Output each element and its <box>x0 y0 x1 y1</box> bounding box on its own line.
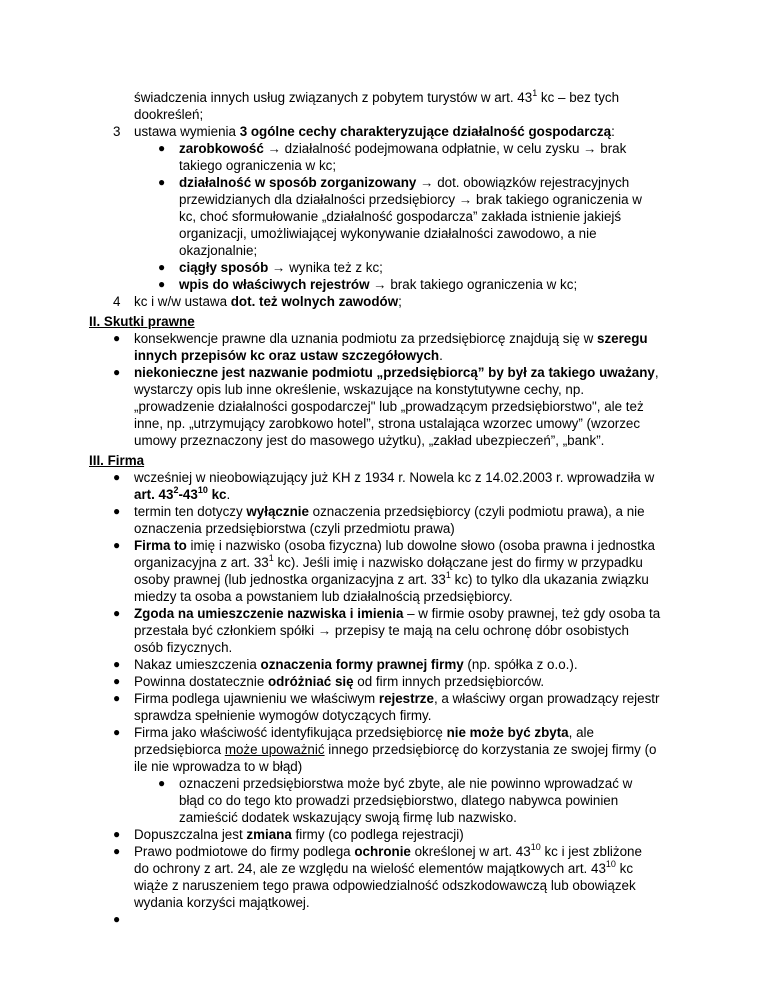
sub-bullet-cont <box>0 242 760 259</box>
bold-text: 3 ogólne cechy charakteryzujące działalność gospodarczą <box>239 124 612 139</box>
sub-bullet-cont <box>0 157 760 174</box>
sub-bullet-cont <box>0 191 760 208</box>
text: firmy (co podlega rejestracji) <box>291 827 464 842</box>
bold-text: ochronie <box>354 844 411 859</box>
text: konsekwencje prawne dla uznania podmiotu za przedsiębiorcę znajdują się w <box>134 331 597 346</box>
bullet-icon: ● <box>113 504 121 518</box>
bullet-cont <box>0 741 760 758</box>
section-heading-skutki-prawne <box>0 313 760 330</box>
text: dookreśleń; <box>134 107 204 122</box>
bold-text: szeregu <box>597 331 648 346</box>
bullet <box>0 656 760 673</box>
bullet <box>0 503 760 520</box>
bullet-cont <box>0 877 760 894</box>
bullet-icon: ● <box>158 175 166 189</box>
sub-bullet <box>0 276 760 293</box>
text: wiąże z naruszeniem tego prawa odpowiedzialność odszkodowawczą lub obowiązek <box>134 878 636 893</box>
text: , a właściwy organ prowadzący rejestr <box>433 691 660 706</box>
bullet <box>0 537 760 554</box>
bold-text: Zgoda na umieszczenie nazwiska i imienia <box>134 606 404 621</box>
bold-text: wpis do właściwych rejestrów <box>179 277 370 292</box>
text: osób fizycznych. <box>134 640 233 655</box>
bold-text: -43 <box>178 487 198 502</box>
sub-bullet-cont <box>0 792 760 809</box>
text: . <box>439 348 443 363</box>
bullet-icon: ● <box>113 606 121 620</box>
numbered-item-4 <box>0 293 760 310</box>
bullet-cont <box>0 520 760 537</box>
bullet <box>0 690 760 707</box>
text: przestała być członkiem spółki → przepisy te mają na celu ochronę dóbr osobistych <box>134 623 629 638</box>
text: inne, np. „utrzymujący zarobkowo hotel”, strona ustalająca wzorzec umowy” (wzorzec <box>134 416 641 431</box>
text: wydania korzyści majątkowej. <box>134 895 310 910</box>
bold-text: ciągły sposób <box>179 260 269 275</box>
superscript: 10 <box>530 841 541 852</box>
text: przedsiębiorca <box>134 742 225 757</box>
bold-text: kc <box>207 487 227 502</box>
text: Powinna dostatecznie <box>134 674 268 689</box>
bullet-cont <box>0 894 760 911</box>
text: Nakaz umieszczenia <box>134 657 261 672</box>
bold-text: oznaczenia formy prawnej firmy <box>260 657 464 672</box>
superscript: 1 <box>532 87 538 98</box>
bullet <box>0 826 760 843</box>
section-heading-firma <box>0 452 760 469</box>
superscript: 1 <box>445 569 451 580</box>
bold-text: niekonieczne jest nazwanie podmiotu „przedsiębiorcą” by był za takiego uważany <box>134 365 655 380</box>
text: okazjonalnie; <box>179 243 258 258</box>
sub-bullet-cont <box>0 225 760 242</box>
text: organizacji, umożliwiającej wykonywanie działalności zawodowo, a nie <box>179 226 597 241</box>
text: miedzy ta osoba a powstaniem lub działalnością przedsiębiorcy. <box>134 589 513 604</box>
text: osoby prawnej (lub jednostka organizacyjna z art. 33 <box>134 572 446 587</box>
bold-text: działalność w sposób zorganizowany <box>179 175 417 190</box>
text: przewidzianych dla działalności przedsiębiorcy → brak takiego ograniczenia w <box>179 192 642 207</box>
superscript: 1 <box>268 552 274 563</box>
bullet-icon: ● <box>113 538 121 552</box>
empty-bullet <box>0 911 760 928</box>
text: kc). Jeśli imię i nazwisko dołączane jest do firmy w przypadku <box>273 555 643 570</box>
text: wcześniej w nieobowiązujący już KH z 1934 r. Nowela kc z 14.02.2003 r. wprowadziła w <box>134 470 655 485</box>
bullet <box>0 469 760 486</box>
bullet <box>0 330 760 347</box>
bullet-cont <box>0 415 760 432</box>
bold-text: wyłącznie <box>246 504 309 519</box>
text: od firm innych przedsiębiorców. <box>353 674 545 689</box>
sub-bullet <box>0 775 760 792</box>
text: „prowadzenie działalności gospodarczej" lub „prowadzącym przedsiębiorstwo", ale też <box>134 399 644 414</box>
heading-text: II. Skutki prawne <box>89 314 195 329</box>
bullet <box>0 364 760 381</box>
text: świadczenia innych usług związanych z pobytem turystów w art. 43 <box>134 90 533 105</box>
bullet-icon: ● <box>158 277 166 291</box>
text: , <box>654 365 659 380</box>
bullet-icon: ● <box>113 827 121 841</box>
text: zamieścić dodatek wskazujący swoją firmę lub nazwisko. <box>179 810 517 825</box>
text: kc <box>615 861 634 876</box>
text: imię i nazwisko (osoba fizyczna) lub dowolne słowo (osoba prawna i jednostka <box>186 538 655 553</box>
item-number: 4 <box>113 294 121 309</box>
text: oznaczenia przedsiębiorcy (czyli podmiotu prawa), a nie <box>308 504 645 519</box>
text: : <box>611 124 615 139</box>
text: organizacyjna z art. 33 <box>134 555 269 570</box>
intro-line <box>0 106 760 123</box>
text: kc – bez tych <box>537 90 620 105</box>
sub-bullet <box>0 174 760 191</box>
text: Prawo podmiotowe do firmy podlega <box>134 844 355 859</box>
text: Firma jako właściwość identyfikująca przedsiębiorcę <box>134 725 447 740</box>
bullet-icon: ● <box>113 470 121 484</box>
bold-text: zarobkowość <box>179 141 264 156</box>
text: → brak takiego ograniczenia w kc; <box>369 277 578 292</box>
bullet <box>0 843 760 860</box>
bullet-cont <box>0 758 760 775</box>
text: do ochrony z art. 24, ale ze względu na wielość elementów majątkowych art. 43 <box>134 861 606 876</box>
numbered-item-3 <box>0 123 760 140</box>
text: → działalność podejmowana odpłatnie, w celu zysku → brak <box>263 141 627 156</box>
text: ustawa wymienia <box>134 124 240 139</box>
bullet-cont <box>0 588 760 605</box>
bullet-icon: ● <box>113 365 121 379</box>
bold-text: Firma to <box>134 538 187 553</box>
text: oznaczeni przedsiębiorstwa może być zbyte, ale nie powinno wprowadzać w <box>179 776 633 791</box>
text: oznaczenia przedsiębiorstwa (czyli przedmiotu prawa) <box>134 521 455 536</box>
text: sprawdza spełnienie wymogów dotyczących firmy. <box>134 708 432 723</box>
text: → dot. obowiązków rejestracyjnych <box>416 175 630 190</box>
bullet-cont <box>0 432 760 449</box>
bold-text: odróżniać się <box>268 674 354 689</box>
bullet-cont <box>0 398 760 415</box>
superscript: 10 <box>605 858 616 869</box>
text: → wynika też z kc; <box>268 260 383 275</box>
sub-bullet <box>0 140 760 157</box>
bullet-icon: ● <box>113 657 121 671</box>
superscript: 2 <box>173 484 179 495</box>
bold-text: nie może być zbyta <box>446 725 569 740</box>
sub-bullet-cont <box>0 208 760 225</box>
bullet-cont <box>0 639 760 656</box>
bullet-icon: ● <box>113 725 121 739</box>
bullet-cont <box>0 707 760 724</box>
bullet <box>0 724 760 741</box>
bold-text: innych przepisów kc oraz ustaw szczegółowych <box>134 348 440 363</box>
text: , ale <box>568 725 594 740</box>
item-number: 3 <box>113 124 121 139</box>
bold-text: dot. też wolnych zawodów <box>230 294 399 309</box>
text: ; <box>398 294 402 309</box>
text: kc i jest zbliżone <box>540 844 642 859</box>
bullet-cont <box>0 486 760 503</box>
bullet-icon: ● <box>113 691 121 705</box>
sub-bullet-cont <box>0 809 760 826</box>
bullet-cont <box>0 347 760 364</box>
text: . <box>226 487 231 502</box>
bullet <box>0 673 760 690</box>
bullet-icon: ● <box>158 260 166 274</box>
bold-text: art. 43 <box>134 487 174 502</box>
bullet-icon: ● <box>113 912 121 926</box>
bullet-cont <box>0 860 760 877</box>
bullet-cont <box>0 622 760 639</box>
text: kc) to tylko dla ukazania związku <box>450 572 649 587</box>
bullet-icon: ● <box>158 141 166 155</box>
bullet-icon: ● <box>113 674 121 688</box>
text: błąd co do tego kto prowadzi przedsiębiorstwo, dlatego nabywca powinien <box>179 793 619 808</box>
bullet-icon: ● <box>113 331 121 345</box>
text: – w firmie osoby prawnej, też gdy osoba ta <box>403 606 661 621</box>
bullet-cont <box>0 554 760 571</box>
text: umowy przeznaczony jest do masowego użytku), „zakład ubezpieczeń”, „bank”. <box>134 433 605 448</box>
text: Dopuszczalna jest <box>134 827 247 842</box>
text: Firma podlega ujawnieniu we właściwym <box>134 691 379 706</box>
bullet-icon: ● <box>158 776 166 790</box>
heading-text: III. Firma <box>89 453 145 468</box>
text: wystarczy opis lub inne określenie, wskazujące na konstytutywne cechy, np. <box>134 382 585 397</box>
underlined-text: może upoważnić <box>224 742 325 757</box>
bullet-cont <box>0 381 760 398</box>
text: ile nie wprowadza to w błąd) <box>134 759 303 774</box>
text: kc i w/w ustawa <box>134 294 231 309</box>
text: takiego ograniczenia w kc; <box>179 158 337 173</box>
bullet-icon: ● <box>113 844 121 858</box>
bold-text: zmiana <box>246 827 292 842</box>
superscript: 10 <box>197 484 208 495</box>
document-page <box>0 89 760 928</box>
bold-text: rejestrze <box>378 691 434 706</box>
text: termin ten dotyczy <box>134 504 247 519</box>
bullet <box>0 605 760 622</box>
text: innego przedsiębiorcę do korzystania ze swojej firmy (o <box>324 742 657 757</box>
intro-line <box>0 89 760 106</box>
bullet-cont <box>0 571 760 588</box>
sub-bullet <box>0 259 760 276</box>
text: (np. spółka z o.o.). <box>463 657 578 672</box>
text: kc, choć sformułowanie „działalność gospodarcza” zakłada istnienie jakiejś <box>179 209 622 224</box>
text: określonej w art. 43 <box>410 844 531 859</box>
